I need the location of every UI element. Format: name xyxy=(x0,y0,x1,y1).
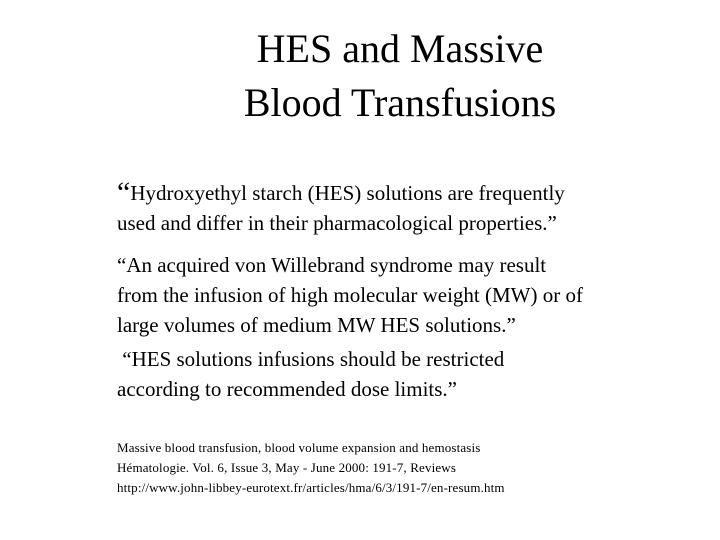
quote-line: “An acquired von Willebrand syndrome may result xyxy=(117,253,547,277)
open-quote-mark: “ xyxy=(117,176,131,209)
reference-url: http://www.john-libbey-eurotext.fr/articles/hma/6/3/191-7/en-resum.htm xyxy=(117,480,505,495)
quote-line: large volumes of medium MW HES solutions.” xyxy=(117,313,516,337)
quote-von-willebrand xyxy=(117,250,677,340)
slide-title xyxy=(180,22,620,130)
quote-line xyxy=(117,178,677,208)
quote-hes-usage xyxy=(117,178,677,238)
quote-line: used and differ in their pharmacological properties.” xyxy=(117,211,557,235)
title-line-2: Blood Transfusions xyxy=(243,80,557,125)
quote-dose-limits xyxy=(117,344,677,404)
quote-line: from the infusion of high molecular weight (MW) or of xyxy=(117,283,583,307)
reference-citation xyxy=(117,438,707,498)
quote-line: according to recommended dose limits.” xyxy=(117,377,457,401)
quote-line: “HES solutions infusions should be restricted xyxy=(117,347,505,371)
quote-line-text: Hydroxyethyl starch (HES) solutions are frequently xyxy=(130,181,565,205)
title-line-1: HES and Massive xyxy=(256,26,544,71)
reference-source: Hématologie. Vol. 6, Issue 3, May - June 2000: 191-7, Reviews xyxy=(117,460,457,475)
reference-title: Massive blood transfusion, blood volume expansion and hemostasis xyxy=(117,440,481,455)
